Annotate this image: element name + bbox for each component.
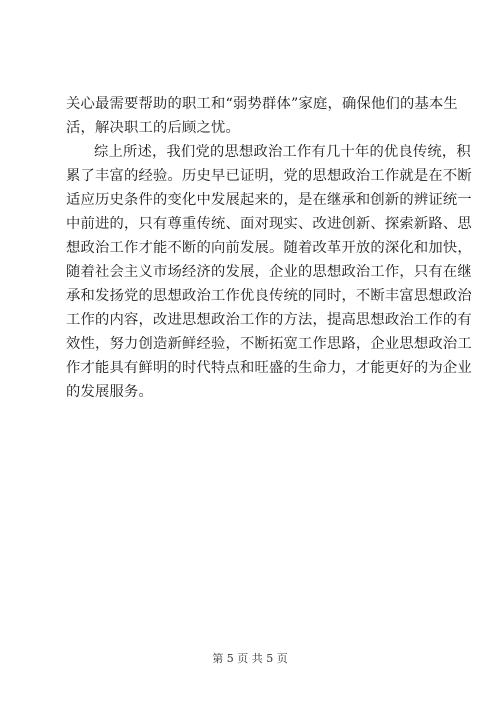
text-line: 想政治工作才能不断的向前发展。随着改革开放的深化和加快， bbox=[66, 240, 472, 256]
text-line: 关心最需要帮助的职工和“弱势群体”家庭，确保他们的基本生 bbox=[66, 96, 458, 112]
text-line: 承和发扬党的思想政治工作优良传统的同时，不断丰富思想政治 bbox=[66, 288, 472, 304]
text-line: 综上所述，我们党的思想政治工作有几十年的优良传统，积 bbox=[94, 144, 471, 160]
page-number-footer: 第 5 页 共 5 页 bbox=[212, 652, 288, 665]
document-body bbox=[66, 92, 472, 404]
text-line: 适应历史条件的变化中发展起来的，是在继承和创新的辨证统一 bbox=[66, 192, 472, 208]
text-line: 效性，努力创造新鲜经验，不断拓宽工作思路，企业思想政治工 bbox=[66, 336, 472, 352]
text-line: 的发展服务。 bbox=[66, 384, 153, 400]
text-line: 作才能具有鲜明的时代特点和旺盛的生命力，才能更好的为企业 bbox=[66, 360, 472, 376]
text-line: 累了丰富的经验。历史早已证明，党的思想政治工作就是在不断 bbox=[66, 168, 472, 184]
text-line: 随着社会主义市场经济的发展，企业的思想政治工作，只有在继 bbox=[66, 264, 472, 280]
text-line: 工作的内容，改进思想政治工作的方法，提高思想政治工作的有 bbox=[66, 312, 472, 328]
paragraph-1 bbox=[66, 92, 458, 140]
paragraph-2 bbox=[66, 140, 472, 404]
text-line: 中前进的，只有尊重传统、面对现实、改进创新、探索新路、思 bbox=[66, 216, 472, 232]
text-line: 活，解决职工的后顾之忧。 bbox=[66, 120, 240, 136]
